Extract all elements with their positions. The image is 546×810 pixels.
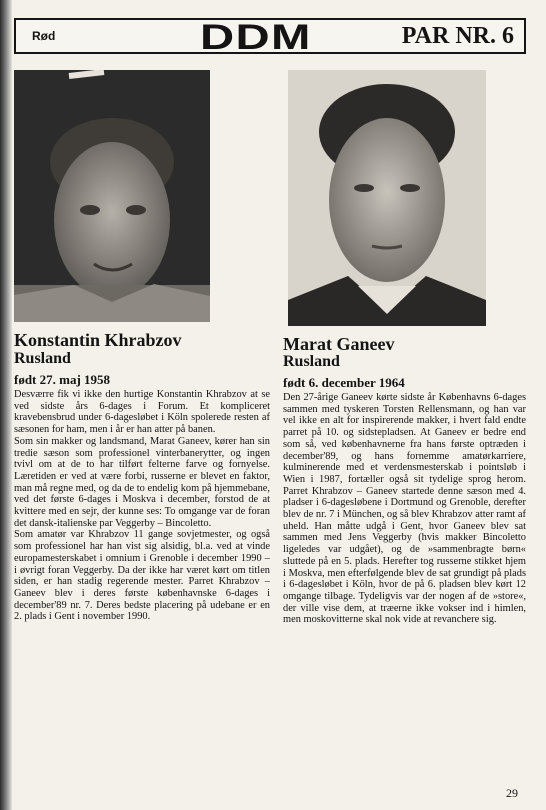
bio-paragraph: Som amatør var Khrabzov 11 gange sovjetmester, og også som professionel har han vist sig alsidig, bl.a. ved at vinde europamesterskabet i omnium i Grenoble i december 1990 – i øvrigt foran Veggerby. Da der ikke har været kørt om titlen siden, er han stadig regerende mester. Parret Khrabzov – Ganeev blev i deres første københavnske 6-dages i december'89 nr. 7. Deres bedste placering på udebane er en 2. plads i Gent i november 1990.: [14, 529, 270, 623]
page-header: [14, 18, 526, 57]
rider-bio: [283, 392, 526, 626]
rider-country: Rusland: [283, 353, 340, 370]
rider-birthdate: født 6. december 1964: [283, 375, 405, 390]
bio-paragraph: Den 27-årige Ganeev kørte sidste år Københavns 6-dages sammen med tyskeren Torsten Rellensmann, og han var vel ikke en alt for inspirerende makker, i hvert fald endte parret på 10. og sidstepladsen. At Ganeev er bedre end som så, ved københavnerne fra hans første optræden i december'89, og hans fornemme amatørkarriere, kulminerende med et verdensmesterskab i pointsløb i Wien i 1987, fortæller også sit tydelige sprog herom. Parret Khrabzov – Ganeev startede denne sæson med 4. pladser i 6-dagesløbene i Dortmund og Grenoble, derefter blev de nr. 7 i München, og så blev Khrabzov atter ramt af uheld. Han måtte udgå i Gent, hvor Ganeev blev sat sammen med Jens Veggerby (hvis makker Bincoletto ligeledes var udgået), og de »sammenbragte børn« sluttede på en 5. plads. Herefter tog russerne stikket hjem i Moskva, men efterfølgende blev de sat grundigt på plads i 6-dagesløbet i Köln, hvor de på 6. pladsen blev kørt 12 omgange tilbage. Tydeligvis var der nogen af de »store«, der ville vise dem, at træerne ikke vokser ind i himlen, men moskovitterne skal nok vide at revanchere sig.: [283, 392, 526, 626]
page-number: 29: [506, 786, 518, 800]
binding-gutter: [0, 0, 12, 810]
rider-name: Marat Ganeev: [283, 334, 395, 354]
color-tag: Rød: [32, 29, 56, 43]
ddm-logo: DDM: [200, 18, 312, 57]
rider-birthdate: født 27. maj 1958: [14, 372, 111, 387]
rider-photo-khrabzov: [14, 70, 210, 322]
rider-name: Konstantin Khrabzov: [14, 330, 182, 350]
bio-paragraph: Som sin makker og landsmand, Marat Ganeev, kører han sin tredie sæson som professionel vinterbanerytter, og ingen tvivl om at de to har tilført felterne farve og fornyelse. Læretiden er ved at være forbi, russerne er blevet en faktor, man må regne med, og da de to endelig kom på hjemmebane, ved det første 6-dages i Moskva i december, forstod de at kvittere med en sejr, der kunne ses: To omgange var de foran det dansk-italienske par Veggerby – Bincoletto.: [14, 435, 270, 529]
bio-paragraph: Desværre fik vi ikke den hurtige Konstantin Khrabzov at se ved sidste års 6-dages i Forum. Et kompliceret kravebensbrud under 6-dagesløbet i Köln spolerede resten af sæsonen for ham, men i år er han atter på banen.: [14, 389, 270, 436]
rider-country: Rusland: [14, 350, 71, 367]
rider-photo-ganeev: [288, 70, 486, 326]
rider-bio: [14, 389, 270, 623]
pair-number: PAR NR. 6: [401, 23, 514, 49]
